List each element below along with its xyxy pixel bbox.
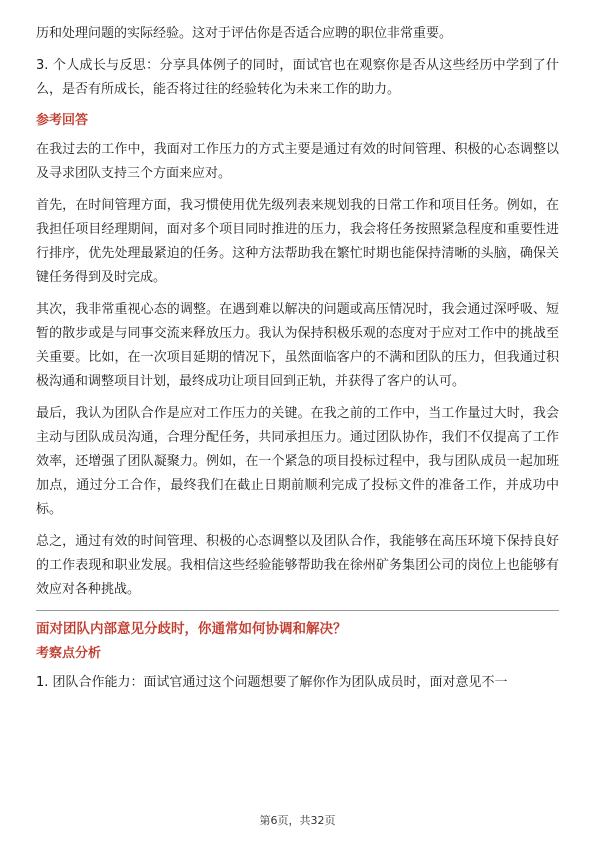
answer-paragraph-4: 最后，我认为团队合作是应对工作压力的关键。在我之前的工作中，当工作量过大时，我会主动与团队成员沟通，合理分配任务，共同承担压力。通过团队协作，我们不仅提高了工作效率，还增强了团队凝聚力。例如，在一个紧急的项目投标过程中，我与团队成员一起加班加点，通过分工合作，最终我们在截止日期前顺利完成了投标文件的准备工作，并成功中标。 — [36, 406, 559, 517]
analysis-point-1: 1. 团队合作能力：面试官通过这个问题想要了解你作为团队成员时，面对意见不一 — [36, 675, 508, 690]
answer-paragraph-3: 其次，我非常重视心态的调整。在遇到难以解决的问题或高压情况时，我会通过深呼吸、短暂的散步或是与同事交流来释放压力。我认为保持积极乐观的态度对于应对工作中的挑战至关重要。比如，在一次项目延期的情况下，虽然面临客户的不满和团队的压力，但我通过积极沟通和调整项目计划，最终成功让项目回到正轨，并获得了客户的认可。 — [36, 302, 559, 389]
intro-point-3: 3. 个人成长与反思：分享具体例子的同时，面试官也在观察你是否从这些经历中学到了什么，是否有所成长，能否将过往的经验转化为未来工作的助力。 — [36, 58, 559, 97]
answer-paragraph-5: 总之，通过有效的时间管理、积极的心态调整以及团队合作，我能够在高压环境下保持良好的工作表现和职业发展。我相信这些经验能够帮助我在徐州矿务集团公司的岗位上也能够有效应对各种挑战。 — [36, 534, 559, 597]
document-page — [36, 22, 559, 703]
page-number-footer: 第6页，共32页 — [259, 814, 336, 827]
analysis-heading: 考察点分析 — [36, 646, 102, 661]
next-question-block — [36, 610, 559, 695]
answer-paragraph-2: 首先，在时间管理方面，我习惯使用优先级列表来规划我的日常工作和项目任务。例如，在我担任项目经理期间，面对多个项目同时推进的压力，我会将任务按照紧急程度和重要性进行排序，优先处理最紧迫的任务。这种方法帮助我在繁忙时期也能保持清晰的头脑，确保关键任务得到及时完成。 — [36, 198, 559, 285]
reference-answer-heading: 参考回答 — [36, 113, 89, 128]
question-title: 面对团队内部意见分歧时，你通常如何协调和解决？ — [36, 621, 347, 637]
answer-paragraph-1: 在我过去的工作中，我面对工作压力的方式主要是通过有效的时间管理、积极的心态调整以及寻求团队支持三个方面来应对。 — [36, 142, 559, 181]
intro-paragraph-continued: 历和处理问题的实际经验。这对于评估你是否适合应聘的职位非常重要。 — [36, 26, 453, 41]
